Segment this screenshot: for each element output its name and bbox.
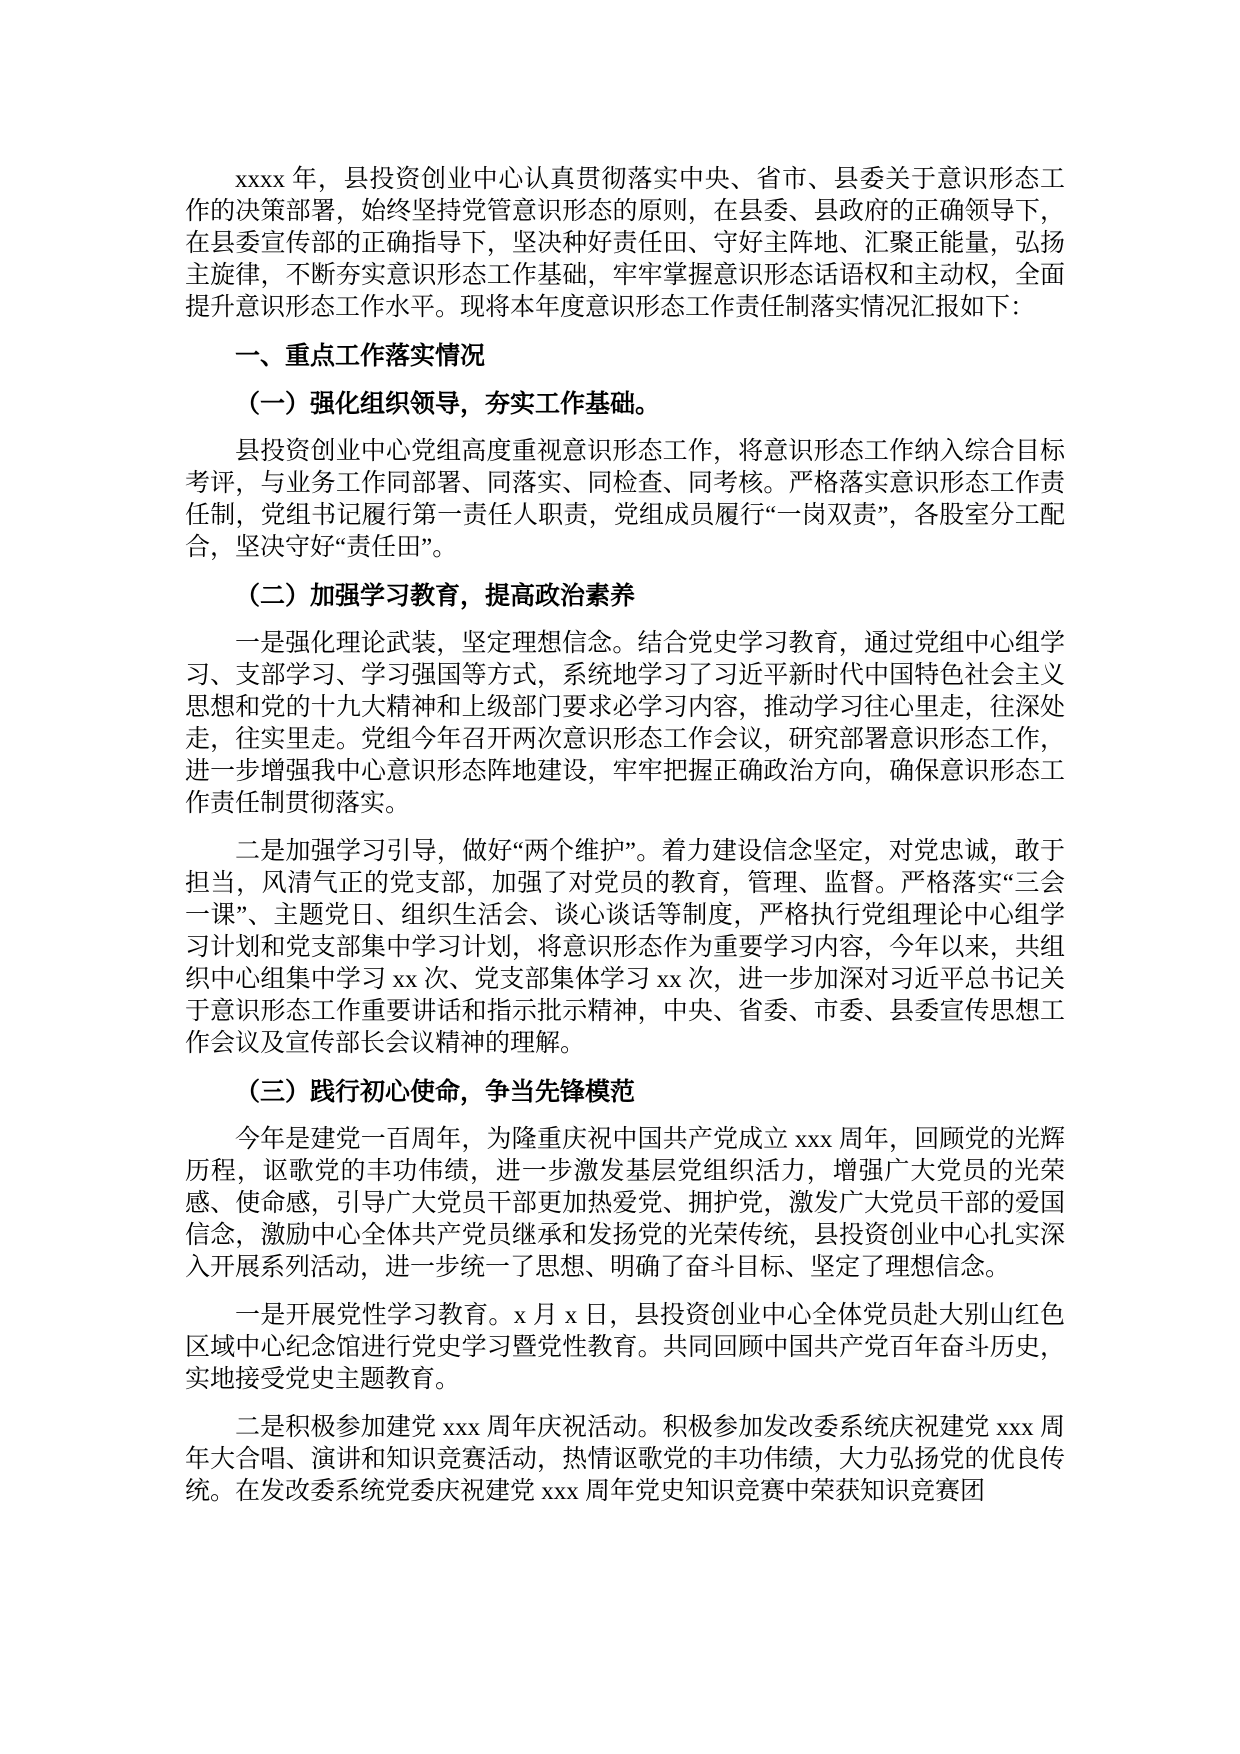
paragraph-party-spirit-education: 一是开展党性学习教育。x 月 x 日，县投资创业中心全体党员赴大别山红色区域中心纪念馆进行党史学习暨党性教育。共同回顾中国共产党百年奋斗历史，实地接受党史主题教育。 — [185, 1302, 1065, 1393]
paragraph-party-centenary: 今年是建党一百周年，为隆重庆祝中国共产党成立 xxx 周年，回顾党的光辉历程，讴歌党的丰功伟绩，进一步激发基层党组织活力，增强广大党员的光荣感、使命感，引导广大党员干部更加热爱党、拥护党，激发广大党员干部的爱国信念，激励中心全体共产党员继承和发扬党的光荣传统，县投资创业中心扎实深入开展系列活动，进一步统一了思想、明确了奋斗目标、坚定了理想信念。 — [185, 1126, 1065, 1281]
paragraph-organization-leadership: 县投资创业中心党组高度重视意识形态工作，将意识形态工作纳入综合目标考评，与业务工作同部署、同落实、同检查、同考核。严格落实意识形态工作责任制，党组书记履行第一责任人职责，党组成员履行“一岗双责”，各股室分工配合，坚决守好“责任田”。 — [185, 438, 1065, 561]
section-heading-key-work: 一、重点工作落实情况 — [235, 342, 486, 370]
paragraph-celebration-activities: 二是积极参加建党 xxx 周年庆祝活动。积极参加发改委系统庆祝建党 xxx 周年大合唱、演讲和知识竞赛活动，热情讴歌党的丰功伟绩，大力弘扬党的优良传统。在发改委系统党委庆祝建党 xxx 周年党史知识竞赛中荣获知识竞赛团 — [185, 1414, 1065, 1505]
document-body — [185, 164, 1065, 1508]
paragraph-study-guidance: 二是加强学习引导，做好“两个维护”。着力建设信念坚定，对党忠诚，敢于担当，风清气正的党支部，加强了对党员的教育，管理、监督。严格落实“三会一课”、主题党日、组织生活会、谈心谈话等制度，严格执行党组理论中心组学习计划和党支部集中学习计划，将意识形态作为重要学习内容，今年以来，共组织中心组集中学习 xx 次、党支部集体学习 xx 次，进一步加深对习近平总书记关于意识形态工作重要讲话和指示批示精神，中央、省委、市委、县委宣传思想工作会议及宣传部长会议精神的理解。 — [185, 838, 1065, 1057]
subsection-heading-original-mission: （三）践行初心使命，争当先锋模范 — [235, 1078, 636, 1106]
subsection-heading-study-education: （二）加强学习教育，提高政治素养 — [235, 582, 636, 610]
intro-paragraph: xxxx 年，县投资创业中心认真贯彻落实中央、省市、县委关于意识形态工作的决策部署，始终坚持党管意识形态的原则，在县委、县政府的正确领导下，在县委宣传部的正确指导下，坚决种好责任田、守好主阵地、汇聚正能量，弘扬主旋律，不断夯实意识形态工作基础，牢牢掌握意识形态话语权和主动权，全面提升意识形态工作水平。现将本年度意识形态工作责任制落实情况汇报如下： — [185, 166, 1065, 321]
subsection-heading-organization-leadership: （一）强化组织领导，夯实工作基础。 — [235, 390, 661, 418]
paragraph-theory-arming: 一是强化理论武装，坚定理想信念。结合党史学习教育，通过党组中心组学习、支部学习、学习强国等方式，系统地学习了习近平新时代中国特色社会主义思想和党的十九大精神和上级部门要求必学习内容，推动学习往心里走，往深处走，往实里走。党组今年召开两次意识形态工作会议，研究部署意识形态工作，进一步增强我中心意识形态阵地建设，牢牢把握正确政治方向，确保意识形态工作责任制贯彻落实。 — [185, 630, 1065, 817]
